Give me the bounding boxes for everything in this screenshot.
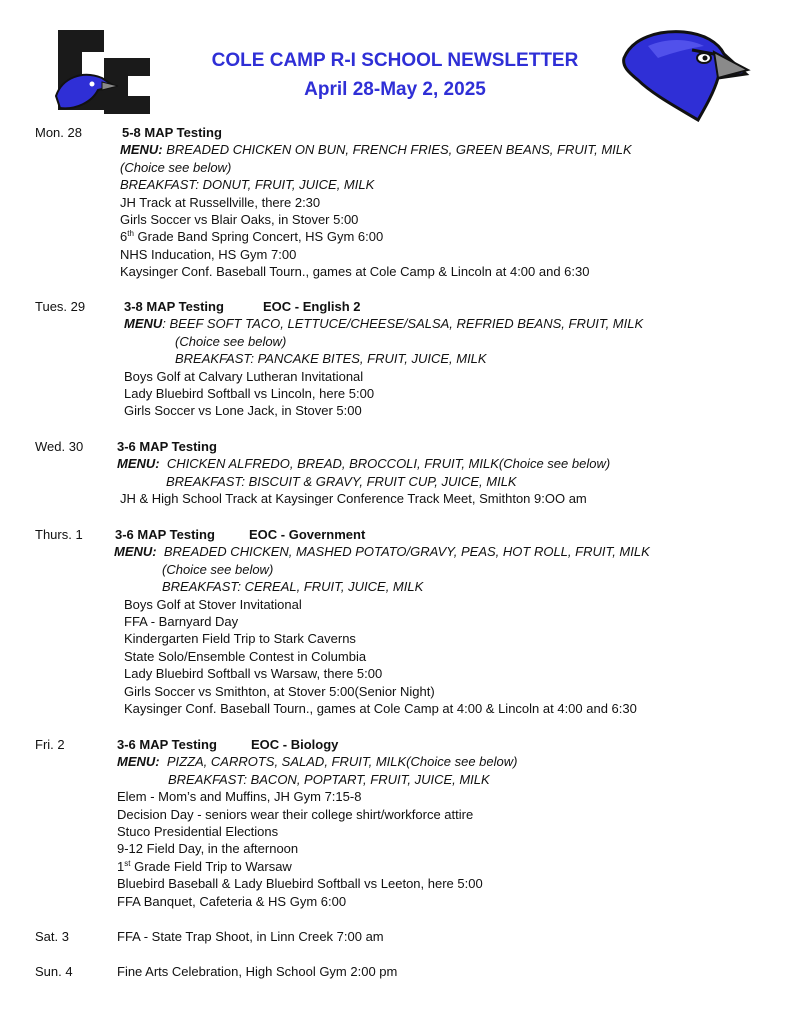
- testing-label: 3-6 MAP Testing: [115, 527, 215, 542]
- eoc-label: EOC - English 2: [263, 299, 361, 314]
- event-item: State Solo/Ensemble Contest in Columbia: [124, 648, 367, 664]
- event-item: Girls Soccer vs Lone Jack, in Stover 5:00: [124, 403, 362, 419]
- event-item: JH Track at Russellville, there 2:30: [120, 194, 321, 210]
- event-item: Kindergarten Field Trip to Stark Caverns: [124, 631, 356, 647]
- newsletter-date-range: April 28-May 2, 2025: [304, 79, 486, 100]
- testing-label: 3-8 MAP Testing: [124, 299, 224, 314]
- newsletter-title: COLE CAMP R-I SCHOOL NEWSLETTER: [211, 50, 579, 71]
- breakfast-menu: BREAKFAST: PANCAKE BITES, FRUIT, JUICE, MILK: [175, 351, 487, 367]
- event-item: Elem - Mom’s and Muffins, JH Gym 7:15-8: [117, 789, 362, 805]
- testing-label: 3-6 MAP Testing: [117, 439, 217, 454]
- breakfast-menu: BREAKFAST: DONUT, FRUIT, JUICE, MILK: [120, 177, 375, 193]
- day-label: Sat. 3: [35, 929, 69, 944]
- event-item: Decision Day - seniors wear their college shirt/workforce attire: [117, 806, 474, 822]
- event-item: Girls Soccer vs Blair Oaks, in Stover 5:00: [120, 212, 359, 227]
- testing-label: 5-8 MAP Testing: [122, 125, 222, 140]
- menu-choice-note: (Choice see below): [120, 159, 232, 175]
- event-item: 9-12 Field Day, in the afternoon: [117, 841, 299, 857]
- event-item: FFA - State Trap Shoot, in Linn Creek 7:00 am: [117, 929, 384, 944]
- day-label: Wed. 30: [35, 439, 84, 454]
- lunch-menu: MENU: BEEF SOFT TACO, LETTUCE/CHEESE/SALSA, REFRIED BEANS, FRUIT, MILK: [124, 316, 644, 332]
- event-item: Fine Arts Celebration, High School Gym 2:00 pm: [117, 964, 398, 979]
- day-label: Tues. 29: [35, 299, 86, 314]
- menu-choice-note: (Choice see below): [162, 561, 274, 577]
- testing-label: 3-6 MAP Testing: [117, 737, 217, 752]
- event-item: 1st Grade Field Trip to Warsaw: [117, 858, 292, 874]
- event-item: JH & High School Track at Kaysinger Conference Track Meet, Smithton 9:OO am: [120, 491, 587, 507]
- event-item: 6th Grade Band Spring Concert, HS Gym 6:00: [120, 229, 384, 245]
- breakfast-menu: BREAKFAST: BISCUIT & GRAVY, FRUIT CUP, JUICE, MILK: [166, 473, 517, 489]
- menu-choice-note: (Choice see below): [175, 333, 287, 349]
- lunch-menu: MENU: BREADED CHICKEN, MASHED POTATO/GRAVY, PEAS, HOT ROLL, FRUIT, MILK: [114, 544, 650, 560]
- event-item: Girls Soccer vs Smithton, at Stover 5:00(Senior Night): [124, 683, 435, 699]
- lunch-menu: MENU: PIZZA, CARROTS, SALAD, FRUIT, MILK(Choice see below): [117, 754, 518, 770]
- newsletter-header: [0, 0, 791, 125]
- breakfast-menu: BREAKFAST: BACON, POPTART, FRUIT, JUICE, MILK: [168, 771, 490, 787]
- lunch-menu: MENU: BREADED CHICKEN ON BUN, FRENCH FRIES, GREEN BEANS, FRUIT, MILK: [120, 142, 632, 158]
- event-item: Lady Bluebird Softball vs Lincoln, here 5:00: [124, 386, 375, 401]
- eoc-label: EOC - Biology: [251, 737, 339, 752]
- lunch-menu: MENU: CHICKEN ALFREDO, BREAD, BROCCOLI, FRUIT, MILK(Choice see below): [117, 456, 611, 472]
- day-label: Mon. 28: [35, 125, 82, 140]
- cc-logo-icon: [52, 26, 154, 118]
- bluebird-mascot-icon: [618, 28, 752, 122]
- event-item: NHS Inducation, HS Gym 7:00: [120, 246, 297, 262]
- event-item: Kaysinger Conf. Baseball Tourn., games at Cole Camp at 4:00 & Lincoln at 4:00 and 6:30: [124, 701, 637, 716]
- event-item: Bluebird Baseball & Lady Bluebird Softball vs Leeton, here 5:00: [117, 876, 483, 892]
- event-item: Kaysinger Conf. Baseball Tourn., games at Cole Camp & Lincoln at 4:00 and 6:30: [120, 264, 590, 280]
- event-item: Stuco Presidential Elections: [117, 824, 279, 839]
- event-item: Boys Golf at Calvary Lutheran Invitational: [124, 368, 364, 384]
- day-label: Sun. 4: [35, 964, 73, 979]
- event-item: FFA Banquet, Cafeteria & HS Gym 6:00: [117, 893, 347, 909]
- breakfast-menu: BREAKFAST: CEREAL, FRUIT, JUICE, MILK: [162, 579, 424, 595]
- day-label: Thurs. 1: [35, 527, 83, 542]
- day-label: Fri. 2: [35, 737, 65, 752]
- eoc-label: EOC - Government: [249, 527, 366, 542]
- event-item: Lady Bluebird Softball vs Warsaw, there 5:00: [124, 666, 383, 682]
- event-item: Boys Golf at Stover Invitational: [124, 596, 302, 612]
- event-item: FFA - Barnyard Day: [124, 614, 239, 629]
